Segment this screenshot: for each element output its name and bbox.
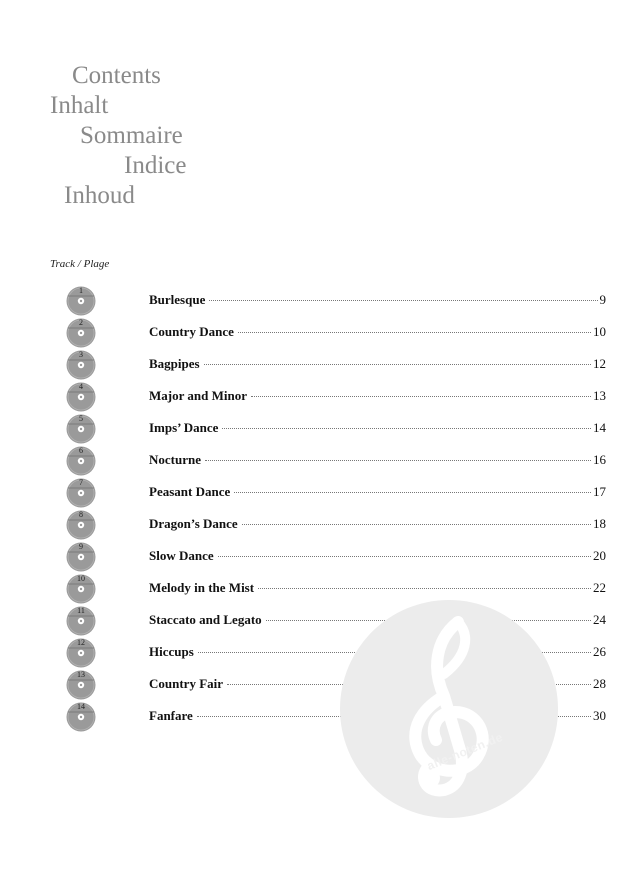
cd-disc-icon — [66, 606, 96, 636]
cd-disc-icon — [66, 574, 96, 604]
page-number: 28 — [593, 676, 606, 691]
cd-disc-icon — [66, 382, 96, 412]
track-number: 8 — [79, 510, 83, 519]
page-number: 20 — [593, 548, 606, 563]
track-number: 5 — [79, 414, 83, 423]
toc-entry — [149, 516, 606, 532]
toc-row — [0, 443, 640, 475]
piece-title: Staccato and Legato — [149, 612, 262, 627]
piece-title: Peasant Dance — [149, 484, 231, 499]
page-number: 26 — [593, 644, 606, 659]
cd-disc-icon — [66, 414, 96, 444]
page-number: 16 — [593, 452, 606, 467]
piece-title: Fanfare — [149, 708, 193, 723]
heading-contents: Contents — [72, 62, 161, 89]
track-number: 9 — [79, 542, 83, 551]
dot-leader — [204, 364, 591, 365]
toc-entry — [149, 580, 606, 596]
track-number: 13 — [77, 670, 85, 679]
dot-leader — [218, 556, 591, 557]
track-number: 4 — [79, 382, 83, 391]
toc-entry — [149, 292, 606, 308]
toc-row — [0, 283, 640, 315]
page-number: 17 — [593, 484, 606, 499]
heading-inhoud: Inhoud — [64, 182, 135, 209]
dot-leader — [234, 492, 591, 493]
dot-leader — [258, 588, 591, 589]
cd-disc-icon — [66, 702, 96, 732]
heading-inhalt: Inhalt — [50, 92, 109, 119]
track-number: 3 — [79, 350, 83, 359]
toc-entry — [149, 388, 606, 404]
cd-disc-icon — [66, 670, 96, 700]
treble-clef-icon — [340, 600, 558, 818]
toc-row — [0, 411, 640, 443]
page-number: 22 — [593, 580, 606, 595]
dot-leader — [209, 300, 597, 301]
piece-title: Country Dance — [149, 324, 234, 339]
dot-leader — [205, 460, 591, 461]
dot-leader — [251, 396, 591, 397]
piece-title: Burlesque — [149, 292, 206, 307]
page-number: 14 — [593, 420, 606, 435]
cd-disc-icon — [66, 446, 96, 476]
toc-row — [0, 347, 640, 379]
toc-row — [0, 315, 640, 347]
track-number: 1 — [79, 286, 83, 295]
toc-row — [0, 539, 640, 571]
piece-title: Slow Dance — [149, 548, 214, 563]
page-number: 10 — [593, 324, 606, 339]
toc-row — [0, 475, 640, 507]
page-number: 13 — [593, 388, 606, 403]
piece-title: Major and Minor — [149, 388, 247, 403]
piece-title: Bagpipes — [149, 356, 200, 371]
page-number: 24 — [593, 612, 606, 627]
watermark-text: alle-noten.de — [425, 729, 505, 773]
piece-title: Dragon’s Dance — [149, 516, 238, 531]
heading-sommaire: Sommaire — [80, 122, 183, 149]
track-number: 12 — [77, 638, 85, 647]
track-number: 14 — [77, 702, 85, 711]
cd-disc-icon — [66, 318, 96, 348]
dot-leader — [222, 428, 591, 429]
toc-row — [0, 379, 640, 411]
piece-title: Hiccups — [149, 644, 194, 659]
cd-disc-icon — [66, 478, 96, 508]
toc-row — [0, 571, 640, 603]
page-number: 12 — [593, 356, 606, 371]
cd-disc-icon — [66, 350, 96, 380]
piece-title: Nocturne — [149, 452, 201, 467]
toc-entry — [149, 452, 606, 468]
toc-entry — [149, 484, 606, 500]
track-number: 7 — [79, 478, 83, 487]
track-number: 2 — [79, 318, 83, 327]
heading-indice: Indice — [124, 152, 187, 179]
cd-disc-icon — [66, 510, 96, 540]
toc-row — [0, 507, 640, 539]
track-number: 11 — [77, 606, 85, 615]
piece-title: Melody in the Mist — [149, 580, 255, 595]
track-column-label: Track / Plage — [50, 258, 110, 270]
track-number: 6 — [79, 446, 83, 455]
page-number: 18 — [593, 516, 606, 531]
toc-entry — [149, 420, 606, 436]
piece-title: Country Fair — [149, 676, 224, 691]
track-number: 10 — [77, 574, 85, 583]
cd-disc-icon — [66, 542, 96, 572]
dot-leader — [238, 332, 591, 333]
page-number: 30 — [593, 708, 606, 723]
dot-leader — [242, 524, 591, 525]
piece-title: Imps’ Dance — [149, 420, 219, 435]
cd-disc-icon — [66, 286, 96, 316]
toc-entry — [149, 548, 606, 564]
toc-entry — [149, 324, 606, 340]
page-number: 9 — [599, 292, 606, 307]
toc-entry — [149, 356, 606, 372]
cd-disc-icon — [66, 638, 96, 668]
